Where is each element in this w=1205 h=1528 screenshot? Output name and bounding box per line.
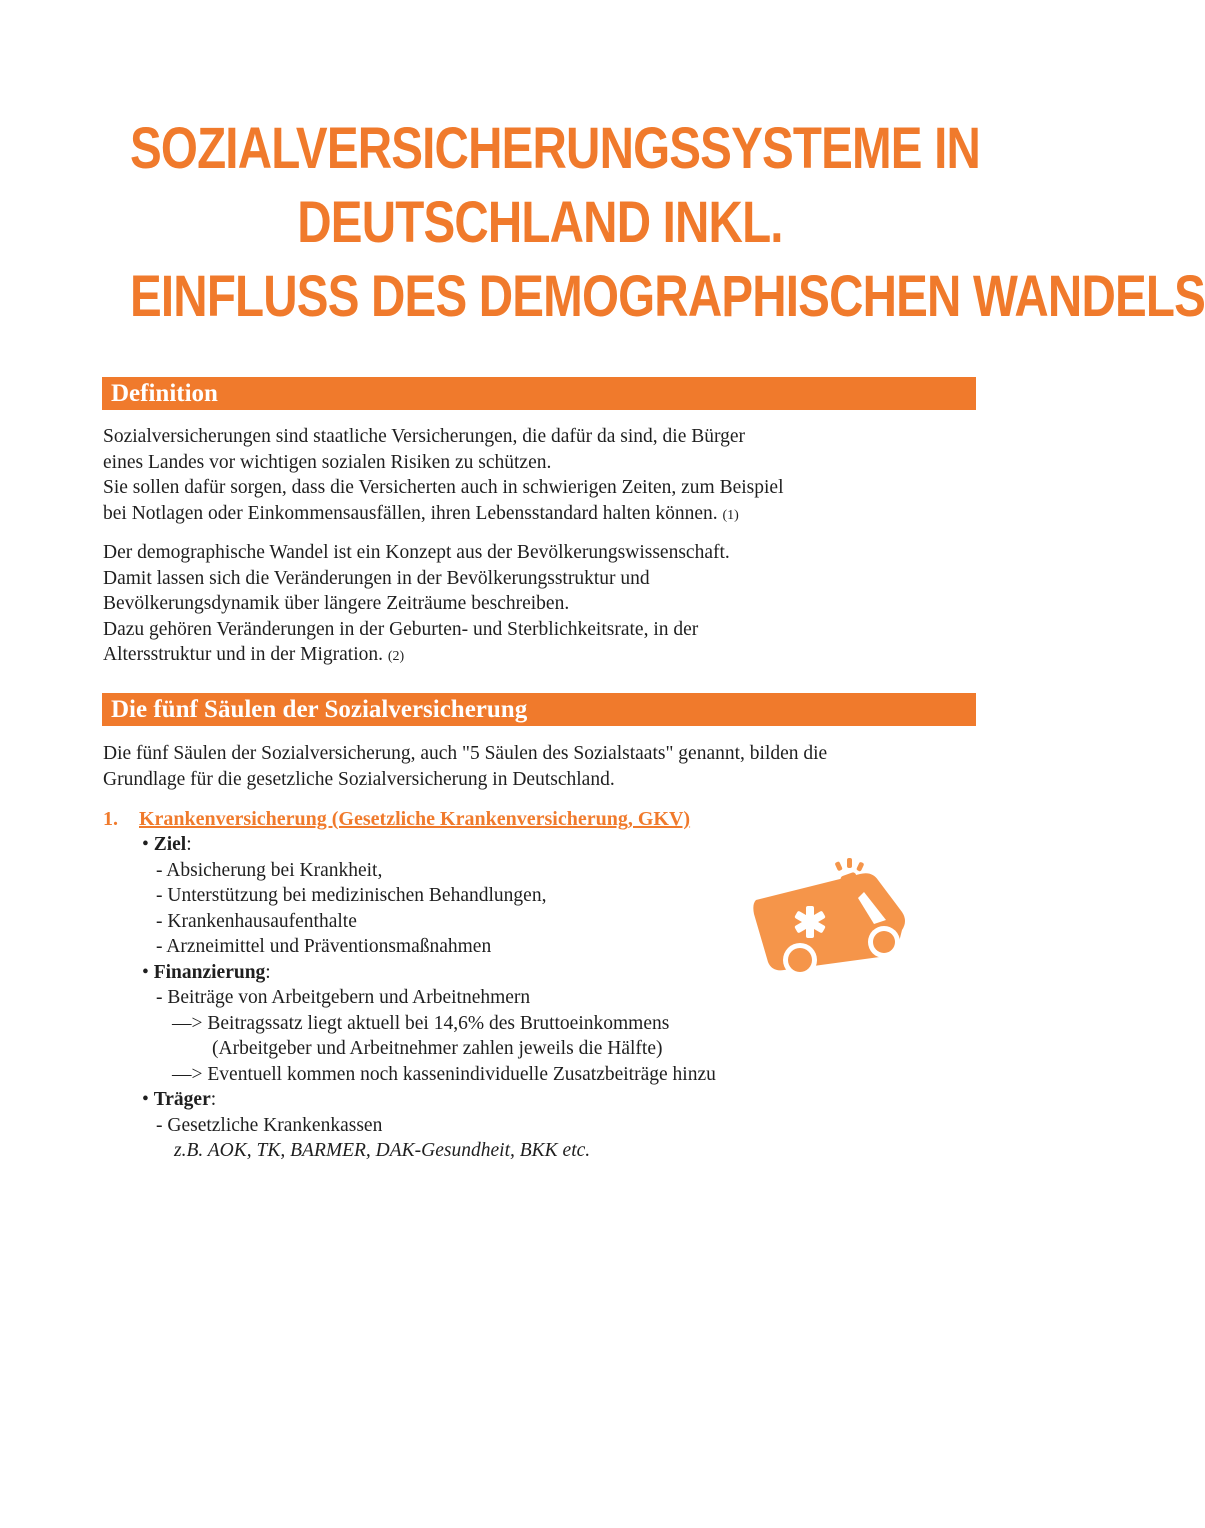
text-line: Sie sollen dafür sorgen, dass die Versicherten auch in schwierigen Zeiten, zum Beispiel [103, 477, 784, 498]
reference-marker: (2) [387, 649, 405, 664]
finanzierung-subitem-continued: (Arbeitgeber und Arbeitnehmer zahlen jeweils die Hälfte) [212, 1038, 663, 1059]
title-line-2: DEUTSCHLAND INKL. [297, 190, 783, 255]
definition-heading: Definition [102, 377, 976, 410]
finanzierung-label: Finanzierung [153, 961, 266, 983]
text-line: Bevölkerungsdynamik über längere Zeiträume beschreiben. [103, 593, 570, 614]
finanzierung-subitem: —> Eventuell kommen noch kassenindividuelle Zusatzbeiträge hinzu [172, 1063, 716, 1085]
ziel-label: Ziel [153, 834, 187, 855]
ziel-item: - Krankenhausaufenthalte [156, 910, 357, 932]
ziel-bullet: • Ziel: [142, 834, 192, 855]
text-line: Damit lassen sich die Veränderungen in der Bevölkerungsstruktur und [103, 567, 650, 589]
traeger-item: - Gesetzliche Krankenkassen [156, 1114, 383, 1136]
definition-paragraph-2 [103, 540, 983, 670]
text-line: Der demographische Wandel ist ein Konzept aus der Bevölkerungswissenschaft. [103, 542, 730, 563]
traeger-label: Träger [153, 1089, 211, 1110]
ambulance-icon [748, 850, 913, 980]
title-line-1: SOZIALVERSICHERUNGSSYSTEME IN [130, 116, 981, 181]
text-line-content: bei Notlagen oder Einkommensausfällen, ihren Lebensstandard halten können. [103, 502, 718, 524]
ziel-item: - Absicherung bei Krankheit, [156, 859, 383, 881]
text-line: Sozialversicherungen sind staatliche Versicherungen, die dafür da sind, die Bürger [103, 426, 746, 447]
ziel-item: - Arzneimittel und Präventionsmaßnahmen [156, 936, 492, 957]
finanzierung-bullet: • Finanzierung: [142, 961, 271, 983]
list-number: 1. [103, 808, 118, 830]
text-line-content: Altersstruktur und in der Migration. [103, 644, 383, 665]
finanzierung-subitem: —> Beitragssatz liegt aktuell bei 14,6% des Bruttoeinkommens [172, 1012, 670, 1034]
text-line: Grundlage für die gesetzliche Sozialversicherung in Deutschland. [103, 768, 615, 790]
krankenversicherung-details [140, 832, 716, 1164]
definition-paragraph-1 [103, 424, 983, 528]
reference-marker: (1) [722, 507, 739, 523]
text-line [103, 501, 983, 529]
text-line [103, 642, 983, 670]
text-line: Die fünf Säulen der Sozialversicherung, auch "5 Säulen des Sozialstaats" genannt, bilden die [103, 743, 828, 764]
text-line: Dazu gehören Veränderungen in der Geburten- und Sterblichkeitsrate, in der [103, 618, 699, 640]
pillars-intro [103, 741, 983, 792]
list-item-krankenversicherung [103, 806, 690, 832]
ziel-item: - Unterstützung bei medizinischen Behandlungen, [156, 885, 547, 906]
text-line: eines Landes vor wichtigen sozialen Risiken zu schützen. [103, 451, 552, 473]
title-line-3: EINFLUSS DES DEMOGRAPHISCHEN WANDELS [130, 264, 1205, 329]
finanzierung-item: - Beiträge von Arbeitgebern und Arbeitnehmern [156, 987, 531, 1008]
page-title [130, 112, 1205, 334]
traeger-bullet: • Träger: [142, 1089, 217, 1110]
pillars-heading: Die fünf Säulen der Sozialversicherung [102, 693, 976, 726]
krankenversicherung-link[interactable]: Krankenversicherung (Gesetzliche Krankenversicherung, GKV) [139, 808, 691, 830]
traeger-examples: z.B. AOK, TK, BARMER, DAK-Gesundheit, BKK etc. [174, 1140, 591, 1161]
